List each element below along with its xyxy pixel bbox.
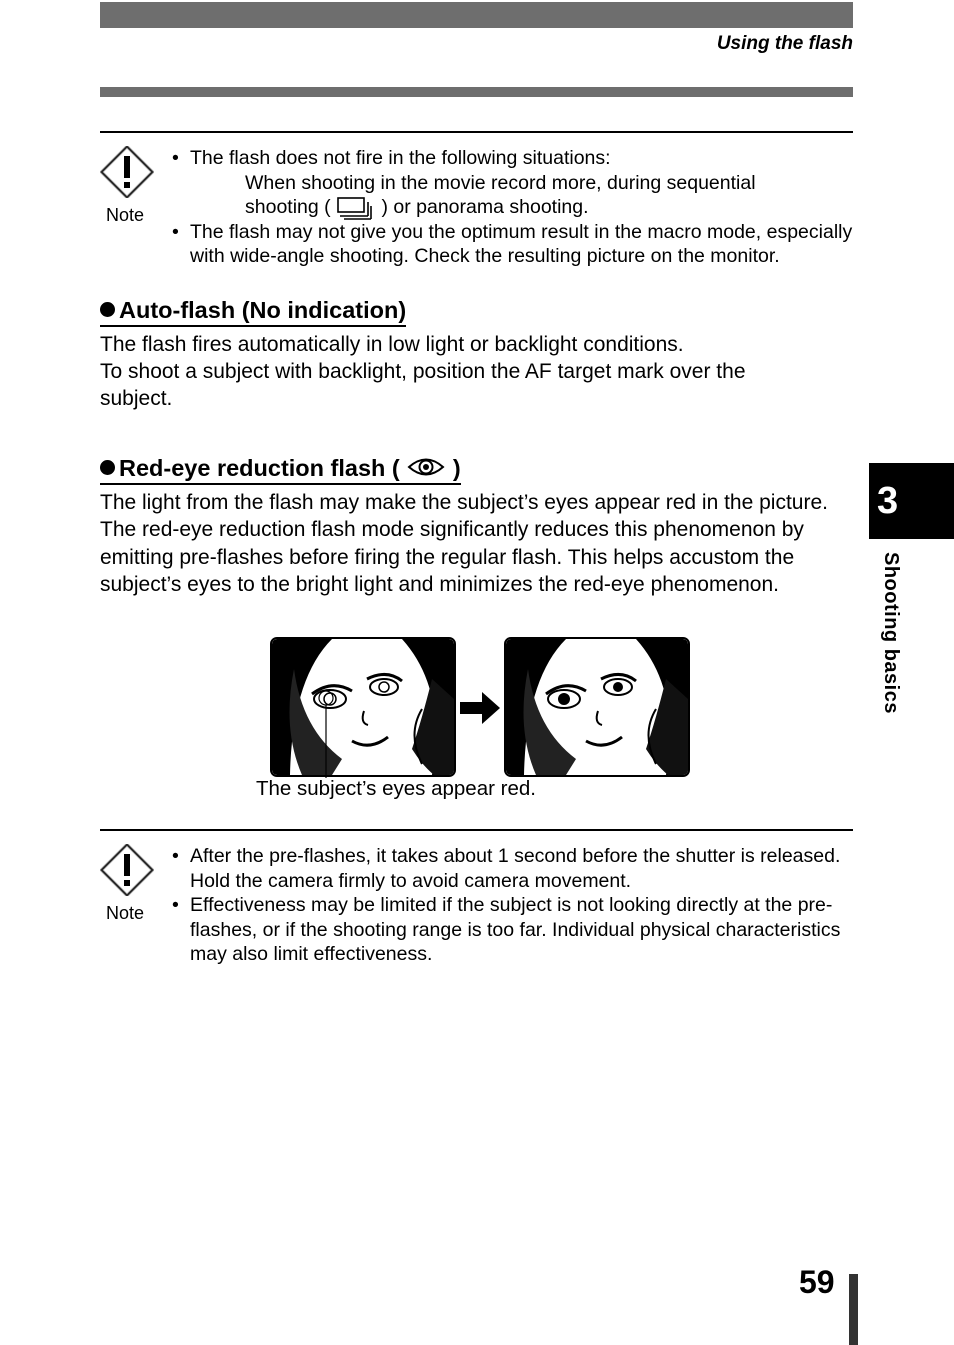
note-top-rule	[100, 131, 853, 133]
note-label: Note	[105, 205, 145, 225]
page-number-bar	[849, 1274, 858, 1345]
list-item	[172, 146, 854, 220]
page-number: 59	[799, 1264, 835, 1300]
note-subtext: When shooting in the movie record more, during sequential	[245, 171, 756, 194]
header-bar-top	[100, 2, 853, 28]
note-top-icon-wrap	[100, 146, 150, 226]
note-top-list	[172, 146, 854, 269]
note-bottom-icon-wrap	[100, 844, 150, 924]
arrow-right-icon	[458, 690, 502, 726]
warning-exclamation-icon	[100, 146, 154, 198]
list-item	[172, 893, 854, 967]
photo-red-eye-after	[504, 637, 690, 777]
red-eye-paragraph: The light from the flash may make the subject’s eyes appear red in the picture. The red-eye reduction flash mode significantly reduces this phenomenon by emitting pre-flashes before firing the regular flash. This helps accustom the subject’s eyes to the bright light and minimizes the red-eye phenomenon.	[100, 491, 828, 596]
note-bottom-list	[172, 844, 854, 967]
heading-text-after: )	[452, 455, 461, 481]
note-subtext	[190, 195, 854, 220]
photo-red-eye-before	[270, 637, 456, 777]
header-title: Using the flash	[716, 33, 853, 54]
auto-flash-paragraph-2: To shoot a subject with backlight, position the AF target mark over the subject.	[100, 360, 746, 411]
red-eye-icon	[406, 454, 446, 480]
chapter-side-label: Shooting basics	[880, 552, 902, 714]
note-label: Note	[105, 903, 145, 923]
figure-caption: The subject’s eyes appear red.	[256, 777, 536, 800]
sequential-shooting-icon	[336, 196, 376, 220]
face-illustration-after	[506, 639, 688, 775]
chapter-tab: 3	[869, 463, 954, 539]
heading-text-before: Red-eye reduction flash (	[119, 455, 400, 481]
note-text: Effectiveness may be limited if the subject is not looking directly at the pre-flashes, or if the shooting range is too far. Individual physical characteristics may also limit effectiveness.	[190, 894, 841, 965]
note-subtext-before: shooting (	[245, 196, 331, 218]
warning-exclamation-icon	[100, 844, 154, 896]
note-text: After the pre-flashes, it takes about 1 second before the shutter is released. Hold the camera firmly to avoid camera movement.	[190, 845, 841, 892]
section-heading-auto-flash	[100, 296, 406, 327]
note-subtext-after: ) or panorama shooting.	[381, 196, 589, 218]
list-item	[172, 220, 854, 269]
header-bar-bottom	[100, 87, 853, 97]
section-heading-red-eye	[100, 454, 461, 485]
face-illustration-before	[272, 639, 454, 775]
note-text: The flash does not fire in the following situations:	[190, 147, 611, 169]
heading-text: Auto-flash (No indication)	[119, 297, 407, 323]
note-bottom-rule	[100, 829, 853, 831]
heading-bullet-icon	[100, 302, 115, 317]
caption-leader-line	[316, 690, 336, 780]
note-text: The flash may not give you the optimum result in the macro mode, especially with wide-angle shooting. Check the resulting picture on the monitor.	[190, 220, 853, 268]
auto-flash-paragraph-1: The flash fires automatically in low light or backlight conditions.	[100, 333, 684, 356]
heading-bullet-icon	[100, 460, 115, 475]
list-item	[172, 844, 854, 893]
